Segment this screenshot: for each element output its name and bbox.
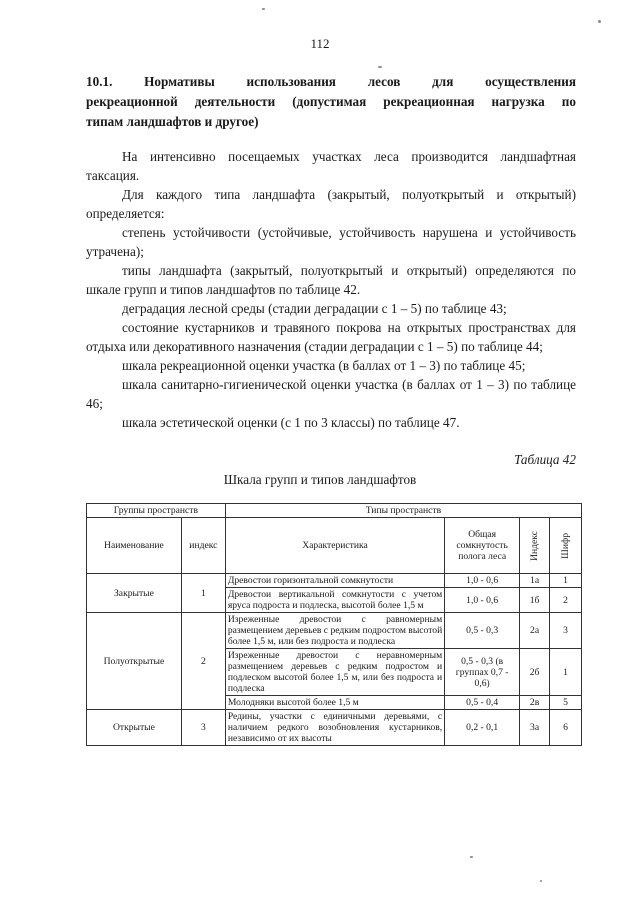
group-name: Открытые: [87, 710, 182, 746]
table-label: Таблица 42: [514, 452, 576, 467]
row-code: 5: [550, 696, 582, 710]
table-row: [87, 613, 582, 649]
section-heading: [86, 72, 576, 132]
group-header: Группы пространств: [87, 504, 226, 518]
scan-speck: [470, 856, 473, 858]
group-index: 2: [181, 613, 225, 710]
row-characteristic: Древостои вертикальной сомкнутости с учетом яруса подроста и подлеска, высотой более 1,5 м: [225, 588, 444, 613]
row-code: 2: [550, 588, 582, 613]
paragraph: состояние кустарников и травяного покрова на открытых пространствах для отдыха или декоративного назначения (стадии деградации с 1 – 5) по таблице 44;: [86, 320, 576, 354]
paragraph: шкала санитарно-гигиенической оценки участка (в баллах от 1 – 3) по таблице 46;: [86, 377, 576, 411]
row-index: 2в: [520, 696, 550, 710]
landscape-table: [86, 503, 582, 746]
page-number: 112: [310, 36, 330, 51]
heading-line: типам ландшафтов и другое): [86, 114, 259, 129]
paragraph: Для каждого типа ландшафта (закрытый, полуоткрытый и открытый) определяется:: [86, 187, 576, 221]
scan-speck: [540, 880, 542, 882]
table-title: Шкала групп и типов ландшафтов: [223, 472, 417, 487]
row-code: 3: [550, 613, 582, 649]
paragraph: степень устойчивости (устойчивые, устойчивость нарушена и устойчивость утрачена);: [86, 225, 576, 259]
heading-line: 10.1. Нормативы использования лесов для осуществления: [86, 74, 576, 89]
group-name: Полуоткрытые: [87, 613, 182, 710]
types-header: Типы пространств: [225, 504, 581, 518]
row-density: 0,5 - 0,3 (в группах 0,7 - 0,6): [445, 649, 520, 696]
row-code: 1: [550, 649, 582, 696]
row-density: 1,0 - 0,6: [445, 574, 520, 588]
table-row: [87, 574, 582, 588]
group-name: Закрытые: [87, 574, 182, 613]
paragraph: типы ландшафта (закрытый, полуоткрытый и открытый) определяются по шкале групп и типов ландшафтов по таблице 42.: [86, 263, 576, 297]
group-index: 1: [181, 574, 225, 613]
row-characteristic: Изреженные древостои с неравномерным размещением деревьев с редким подростом и подлеском высотой более 1,5 м, или без подроста и подлеска: [225, 649, 444, 696]
row-index: 1б: [520, 588, 550, 613]
table-header-row: [87, 518, 582, 574]
table-row: [87, 710, 582, 746]
row-density: 1,0 - 0,6: [445, 588, 520, 613]
row-characteristic: Редины, участки с единичными деревьями, с наличием редкого возобновления кустарников, независимо от их высоты: [225, 710, 444, 746]
paragraph: шкала эстетической оценки (с 1 по 3 классы) по таблице 47.: [122, 415, 460, 430]
row-density: 0,5 - 0,4: [445, 696, 520, 710]
row-characteristic: Молодняки высотой более 1,5 м: [225, 696, 444, 710]
col-idx2-header: Индекс: [520, 518, 550, 574]
group-index: 3: [181, 710, 225, 746]
paragraph: деградация лесной среды (стадии деградации с 1 – 5) по таблице 43;: [122, 301, 507, 316]
paragraph: шкала рекреационной оценки участка (в баллах от 1 – 3) по таблице 45;: [122, 358, 526, 373]
row-index: 1а: [520, 574, 550, 588]
table-header-row: [87, 504, 582, 518]
col-density-header: Общая сомкнутость полога леса: [445, 518, 520, 574]
scan-speck: [598, 20, 601, 23]
row-characteristic: Изреженные древостои с равномерным размещением деревьев с редким подростом высотой более 1,5 м, или без подроста и подлеска: [225, 613, 444, 649]
row-index: 2а: [520, 613, 550, 649]
row-code: 6: [550, 710, 582, 746]
paragraph: На интенсивно посещаемых участках леса производится ландшафтная таксация.: [86, 149, 576, 183]
col-code-header: Шифр: [550, 518, 582, 574]
body-text: [86, 145, 576, 432]
col-char-header: Характеристика: [225, 518, 444, 574]
col-index-header: индекс: [181, 518, 225, 574]
heading-line: рекреационной деятельности (допустимая рекреационная нагрузка по: [86, 94, 576, 109]
row-index: 2б: [520, 649, 550, 696]
row-code: 1: [550, 574, 582, 588]
scan-speck: [262, 8, 265, 10]
scan-speck: [378, 66, 382, 68]
row-index: 3а: [520, 710, 550, 746]
row-characteristic: Древостои горизонтальной сомкнутости: [225, 574, 444, 588]
col-name-header: Наименование: [87, 518, 182, 574]
row-density: 0,2 - 0,1: [445, 710, 520, 746]
row-density: 0,5 - 0,3: [445, 613, 520, 649]
